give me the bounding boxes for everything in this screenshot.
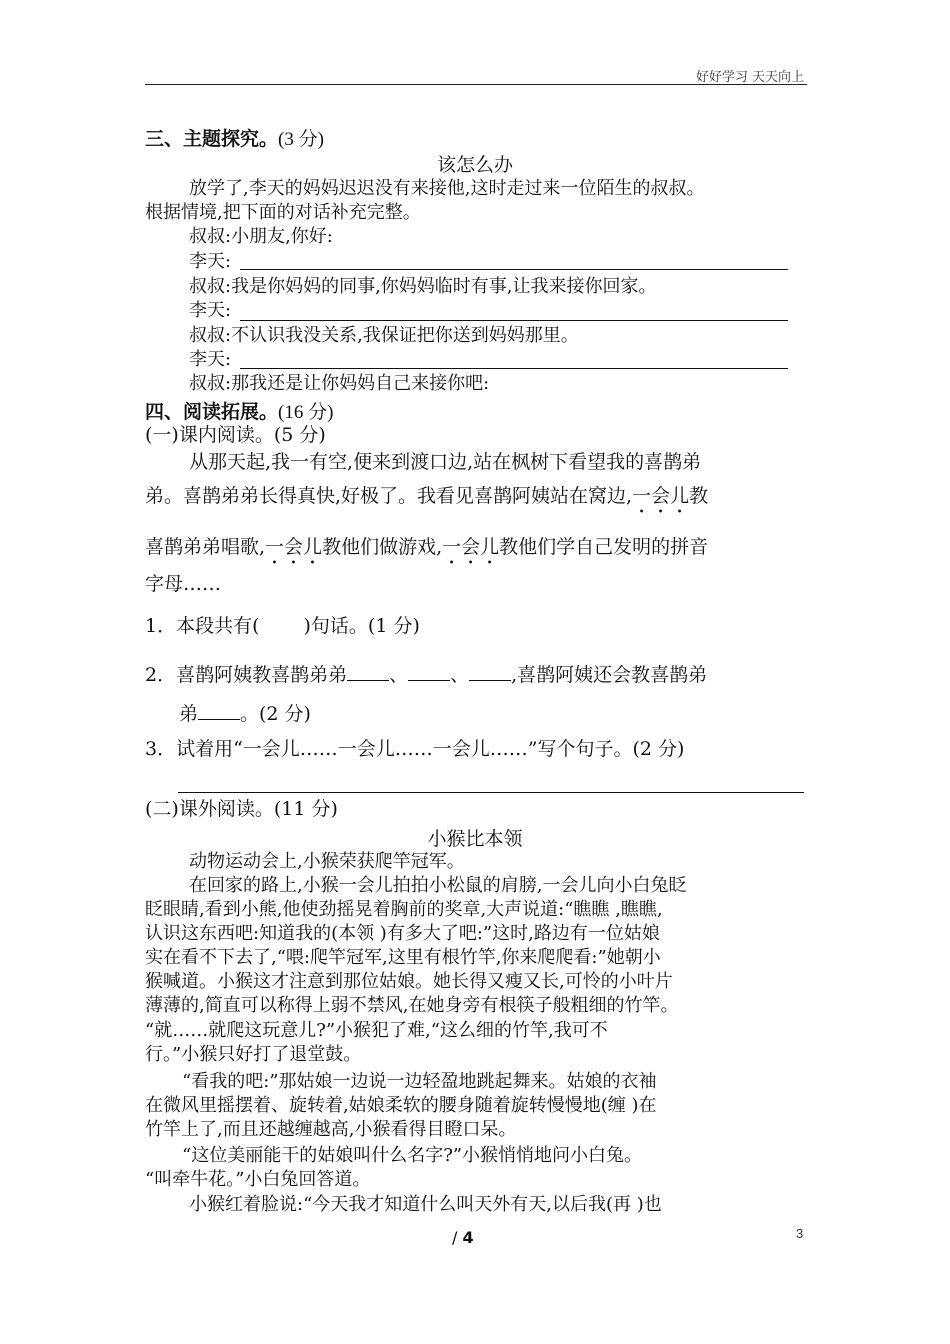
- answer-blank[interactable]: [240, 320, 788, 321]
- story-line: 实在看不下去了,“喂:爬竿冠军,这里有根竹竿,你来爬爬看:”她朝小: [145, 947, 661, 968]
- passage-line: 字母……: [145, 573, 222, 595]
- part2-heading: (二)课外阅读。(11 分): [145, 798, 338, 820]
- question-3: 3．试着用“一会儿……一会儿……一会儿……”写个句子。(2 分): [145, 738, 685, 760]
- passage-line: 从那天起,我一有空,便来到渡口边,站在枫树下看望我的喜鹊弟: [189, 451, 702, 473]
- dialog-line: 李天:: [189, 251, 232, 272]
- answer-blank[interactable]: [469, 662, 511, 681]
- section3-title: 该怎么办: [436, 154, 513, 176]
- answer-blank[interactable]: [347, 662, 389, 681]
- story-line: 猴喊道。小猴这才注意到那位姑娘。她长得又瘦又长,可怜的小叶片: [145, 971, 673, 992]
- emphasis-yihuier: 一会儿: [265, 536, 323, 558]
- part2-title: 小猴比本领: [427, 828, 523, 850]
- story-line: 认识这东西吧:知道我的(本领 )有多大了吧:”这时,路边有一位姑娘: [145, 923, 660, 944]
- story-line: 眨眼睛,看到小熊,他使劲摇晃着胸前的奖章,大声说道:“瞧瞧 ,瞧瞧,: [145, 899, 663, 920]
- emphasis-yihuier: 一会儿: [442, 536, 500, 558]
- answer-blank[interactable]: [178, 792, 804, 793]
- page-indicator: / 4: [452, 1228, 474, 1247]
- dialog-line: 叔叔:我是你妈妈的同事,你妈妈临时有事,让我来接你回家。: [189, 276, 657, 297]
- answer-blank[interactable]: [240, 269, 788, 270]
- passage-line: 弟。喜鹊弟弟长得真快,好极了。我看见喜鹊阿姨站在窝边,一会儿教: [145, 485, 709, 507]
- dialog-line: 李天:: [189, 349, 232, 370]
- part1-heading: (一)课内阅读。(5 分): [145, 424, 326, 446]
- story-line: “叫牵牛花。”小白兔回答道。: [145, 1169, 371, 1190]
- page-number: 3: [796, 1226, 804, 1241]
- dialog-line: 叔叔:小朋友,你好:: [189, 226, 333, 247]
- header-rule: [145, 84, 807, 85]
- story-line: 在回家的路上,小猴一会儿拍拍小松鼠的肩膀,一会儿向小白兔眨: [189, 875, 687, 896]
- answer-blank[interactable]: [240, 368, 788, 369]
- section3-intro-line2: 根据情境,把下面的对话补充完整。: [145, 202, 421, 223]
- story-line: “就……就爬这玩意儿?”小猴犯了难,“这么细的竹竿,我可不: [145, 1020, 608, 1041]
- section3-heading: 三、主题探究。(3 分): [145, 128, 324, 150]
- story-line: 小猴红着脸说:“今天我才知道什么叫天外有天,以后我(再 )也: [189, 1194, 662, 1215]
- dialog-line: 李天:: [189, 300, 232, 321]
- header-motto: 好好学习 天天向上: [695, 70, 804, 85]
- question-2: 2．喜鹊阿姨教喜鹊弟弟 、 、 ,喜鹊阿姨还会教喜鹊弟: [145, 664, 708, 686]
- question-2-cont: 弟 。(2 分): [179, 703, 311, 725]
- story-line: 薄薄的,简直可以称得上弱不禁风,在她身旁有根筷子般粗细的竹竿。: [145, 995, 679, 1016]
- story-line: 竹竿上了,而且还越缠越高,小猴看得目瞪口呆。: [145, 1119, 517, 1140]
- answer-blank[interactable]: [198, 701, 240, 720]
- question-1: 1．本段共有( )句话。(1 分): [145, 615, 420, 637]
- story-line: 动物运动会上,小猴荣获爬竿冠军。: [189, 851, 465, 872]
- story-line: “这位美丽能干的姑娘叫什么名字?”小猴悄悄地问小白兔。: [182, 1145, 643, 1166]
- answer-blank[interactable]: [408, 662, 450, 681]
- story-line: 在微风里摇摆着、旋转着,姑娘柔软的腰身随着旋转慢慢地(缠 )在: [145, 1095, 657, 1116]
- section3-intro-line1: 放学了,李天的妈妈迟迟没有来接他,这时走过来一位陌生的叔叔。: [189, 178, 705, 199]
- story-line: “看我的吧:”那姑娘一边说一边轻盈地跳起舞来。姑娘的衣袖: [182, 1071, 657, 1092]
- story-line: 行。”小猴只好打了退堂鼓。: [145, 1044, 362, 1065]
- emphasis-yihuier: 一会儿: [632, 485, 690, 507]
- passage-line: 喜鹊弟弟唱歌,一会儿教他们做游戏,一会儿教他们学自己发明的拼音: [145, 536, 709, 558]
- section4-heading: 四、阅读拓展。(16 分): [145, 401, 334, 423]
- dialog-line: 叔叔:那我还是让你妈妈自己来接你吧:: [189, 373, 490, 394]
- dialog-line: 叔叔:不认识我没关系,我保证把你送到妈妈那里。: [189, 325, 579, 346]
